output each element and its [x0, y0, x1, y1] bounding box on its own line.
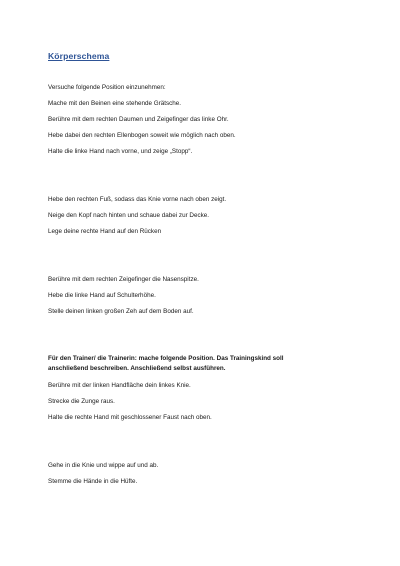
instruction-line: Mache mit den Beinen eine stehende Grätsche. — [48, 100, 182, 107]
instruction-line: Stelle deinen linken großen Zeh auf dem Boden auf. — [48, 308, 194, 315]
page-title: Körperschema — [48, 51, 110, 61]
instruction-line: Versuche folgende Position einzunehmen: — [48, 84, 166, 91]
instruction-line: Halte die rechte Hand mit geschlossener Faust nach oben. — [48, 414, 212, 421]
instruction-line: Berühre mit dem rechten Zeigefinger die Nasenspitze. — [48, 276, 199, 283]
instruction-line: Lege deine rechte Hand auf den Rücken — [48, 228, 162, 235]
instruction-line: Berühre mit der linken Handfläche dein linkes Knie. — [48, 382, 191, 389]
trainer-note-line: Für den Trainer/ die Trainerin: mache folgende Position. Das Trainingskind soll — [48, 355, 284, 362]
instruction-line: Hebe die linke Hand auf Schulterhöhe. — [48, 292, 156, 299]
instruction-line: Neige den Kopf nach hinten und schaue dabei zur Decke. — [48, 212, 210, 219]
instruction-line: Berühre mit dem rechten Daumen und Zeigefinger das linke Ohr. — [48, 116, 229, 123]
instruction-line: Strecke die Zunge raus. — [48, 398, 115, 405]
instruction-line: Hebe den rechten Fuß, sodass das Knie vorne nach oben zeigt. — [48, 196, 227, 203]
instruction-line: Gehe in die Knie und wippe auf und ab. — [48, 462, 159, 469]
instruction-line: Stemme die Hände in die Hüfte. — [48, 478, 138, 485]
trainer-note-line: anschließend beschreiben. Anschließend selbst ausführen. — [48, 365, 226, 372]
instruction-line: Hebe dabei den rechten Ellenbogen soweit wie möglich nach oben. — [48, 132, 236, 139]
instruction-line: Halte die linke Hand nach vorne, und zeige „Stopp“. — [48, 148, 193, 155]
